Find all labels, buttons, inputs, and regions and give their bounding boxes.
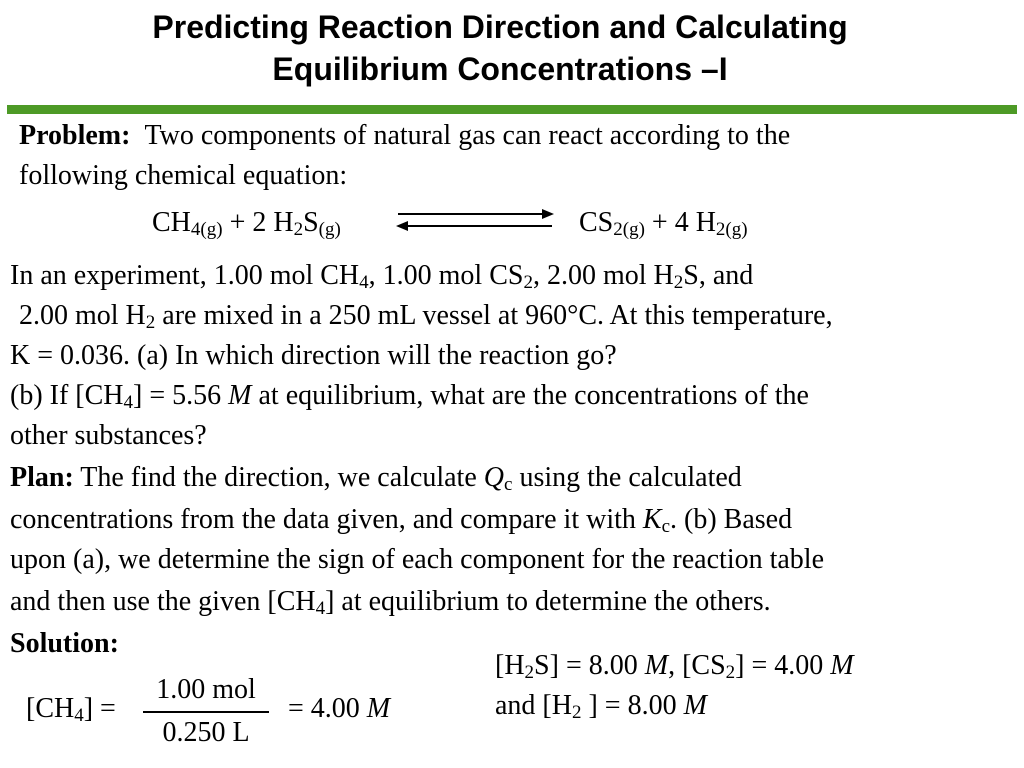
eq-sub-2g-b: 2(g): [715, 218, 748, 240]
fraction-numerator: [142, 670, 270, 710]
exp-l5: other substances?: [10, 420, 207, 451]
res-r1a: [H: [495, 650, 525, 681]
experiment-line-5: [10, 416, 207, 456]
plan-line-3: [10, 540, 824, 580]
exp-l1s3: 2: [673, 271, 684, 293]
equation-products: [579, 203, 748, 243]
plan-k-sub: c: [661, 515, 671, 537]
res-r1b: S] = 8.00: [534, 650, 645, 681]
exp-l4c: at equilibrium, what are the concentrations of the: [251, 380, 809, 411]
eq-cs: CS: [579, 207, 614, 238]
problem-line-2: [19, 156, 347, 196]
res-r2a: and [H: [495, 690, 572, 721]
plan-line-4: [10, 582, 771, 622]
plan-l1b: using the calculated: [512, 462, 742, 493]
res-r1c: , [CS: [668, 650, 726, 681]
plan-l4s: 4: [315, 597, 326, 619]
sol-lhs-sub: 4: [74, 704, 84, 726]
exp-l3: K = 0.036. (a) In which direction will the reaction go?: [10, 340, 617, 371]
title-line-1: Predicting Reaction Direction and Calculating: [152, 9, 848, 45]
res-r2s: 2: [571, 701, 582, 723]
title-underline-rule: [7, 105, 1017, 114]
sol-lhs-b: ] =: [83, 693, 116, 724]
res-r1s1: 2: [524, 661, 535, 683]
exp-l1b: , 1.00 mol CS: [368, 260, 524, 291]
plan-line-2: [10, 500, 792, 540]
results-line-2: [495, 686, 707, 726]
plan-line-1: [10, 458, 742, 498]
eq-s: S: [303, 207, 319, 238]
res-r1s2: 2: [725, 661, 736, 683]
ch4-lhs: [26, 689, 116, 729]
plan-l2a: concentrations from the data given, and compare it with: [10, 504, 643, 535]
fraction-denominator: [142, 713, 270, 753]
plan-l4a: and then use the given [CH: [10, 586, 316, 617]
eq-plus-2h: + 2 H: [222, 207, 294, 238]
plan-label: Plan:: [10, 462, 74, 493]
exp-l2a: 2.00 mol H: [19, 300, 146, 331]
problem-text-2: following chemical equation:: [19, 160, 348, 191]
solution-label-line: [10, 624, 119, 664]
problem-line-1: [19, 116, 790, 156]
title-line-2: Equilibrium Concentrations –I: [272, 51, 728, 87]
problem-label: Problem:: [19, 120, 131, 151]
plan-q: Q: [483, 462, 504, 493]
exp-l1s1: 4: [359, 271, 369, 293]
results-line-1: [495, 646, 854, 686]
plan-l4b: ] at equilibrium to determine the others.: [325, 586, 771, 617]
eq-ch: CH: [152, 207, 191, 238]
plan-k: K: [642, 504, 662, 535]
plan-l1a: The find the direction, we calculate: [73, 462, 484, 493]
problem-text-1: Two components of natural gas can react according to the: [144, 120, 791, 151]
res-r2b: ] = 8.00: [581, 690, 684, 721]
sol-denominator: 0.250 L: [162, 717, 250, 748]
equilibrium-arrows-icon: [390, 204, 560, 234]
eq-sub-2g: 2(g): [613, 218, 645, 240]
slide-title: [0, 6, 1000, 90]
eq-sub-4g: 4(g): [190, 218, 223, 240]
sol-lhs-a: [CH: [26, 693, 75, 724]
eq-sub-g: (g): [318, 218, 341, 240]
plan-l3: upon (a), we determine the sign of each component for the reaction table: [10, 544, 825, 575]
solution-label: Solution:: [10, 628, 119, 659]
exp-l1s2: 2: [523, 271, 533, 293]
res-r1m2: M: [830, 650, 854, 681]
experiment-line-4: [10, 376, 809, 416]
exp-l4a: (b) If [CH: [10, 380, 124, 411]
experiment-line-2: [19, 296, 833, 336]
equation-reactants: [152, 203, 341, 243]
sol-result-m: M: [366, 693, 391, 724]
eq-sub-2: 2: [293, 218, 304, 240]
ch4-result: [288, 689, 390, 729]
exp-l1c: , 2.00 mol H: [532, 260, 674, 291]
exp-l1d: S, and: [683, 260, 754, 291]
plan-q-sub: c: [504, 473, 513, 495]
plan-l2b: . (b) Based: [670, 504, 793, 535]
eq-plus-4h: + 4 H: [644, 207, 716, 238]
exp-l4b: ] = 5.56: [133, 380, 229, 411]
res-r1d: ] = 4.00: [735, 650, 831, 681]
exp-l4-molarity: M: [228, 380, 252, 411]
experiment-line-1: [10, 256, 753, 296]
exp-l2s: 2: [145, 311, 156, 333]
res-r2m: M: [683, 690, 707, 721]
exp-l2b: are mixed in a 250 mL vessel at 960°C. At this temperature,: [155, 300, 833, 331]
res-r1m1: M: [644, 650, 669, 681]
sol-numerator: 1.00 mol: [156, 674, 256, 705]
experiment-line-3: [10, 336, 617, 376]
exp-l1a: In an experiment, 1.00 mol CH: [10, 260, 360, 291]
sol-result-a: = 4.00: [288, 693, 367, 724]
exp-l4s: 4: [123, 391, 134, 413]
